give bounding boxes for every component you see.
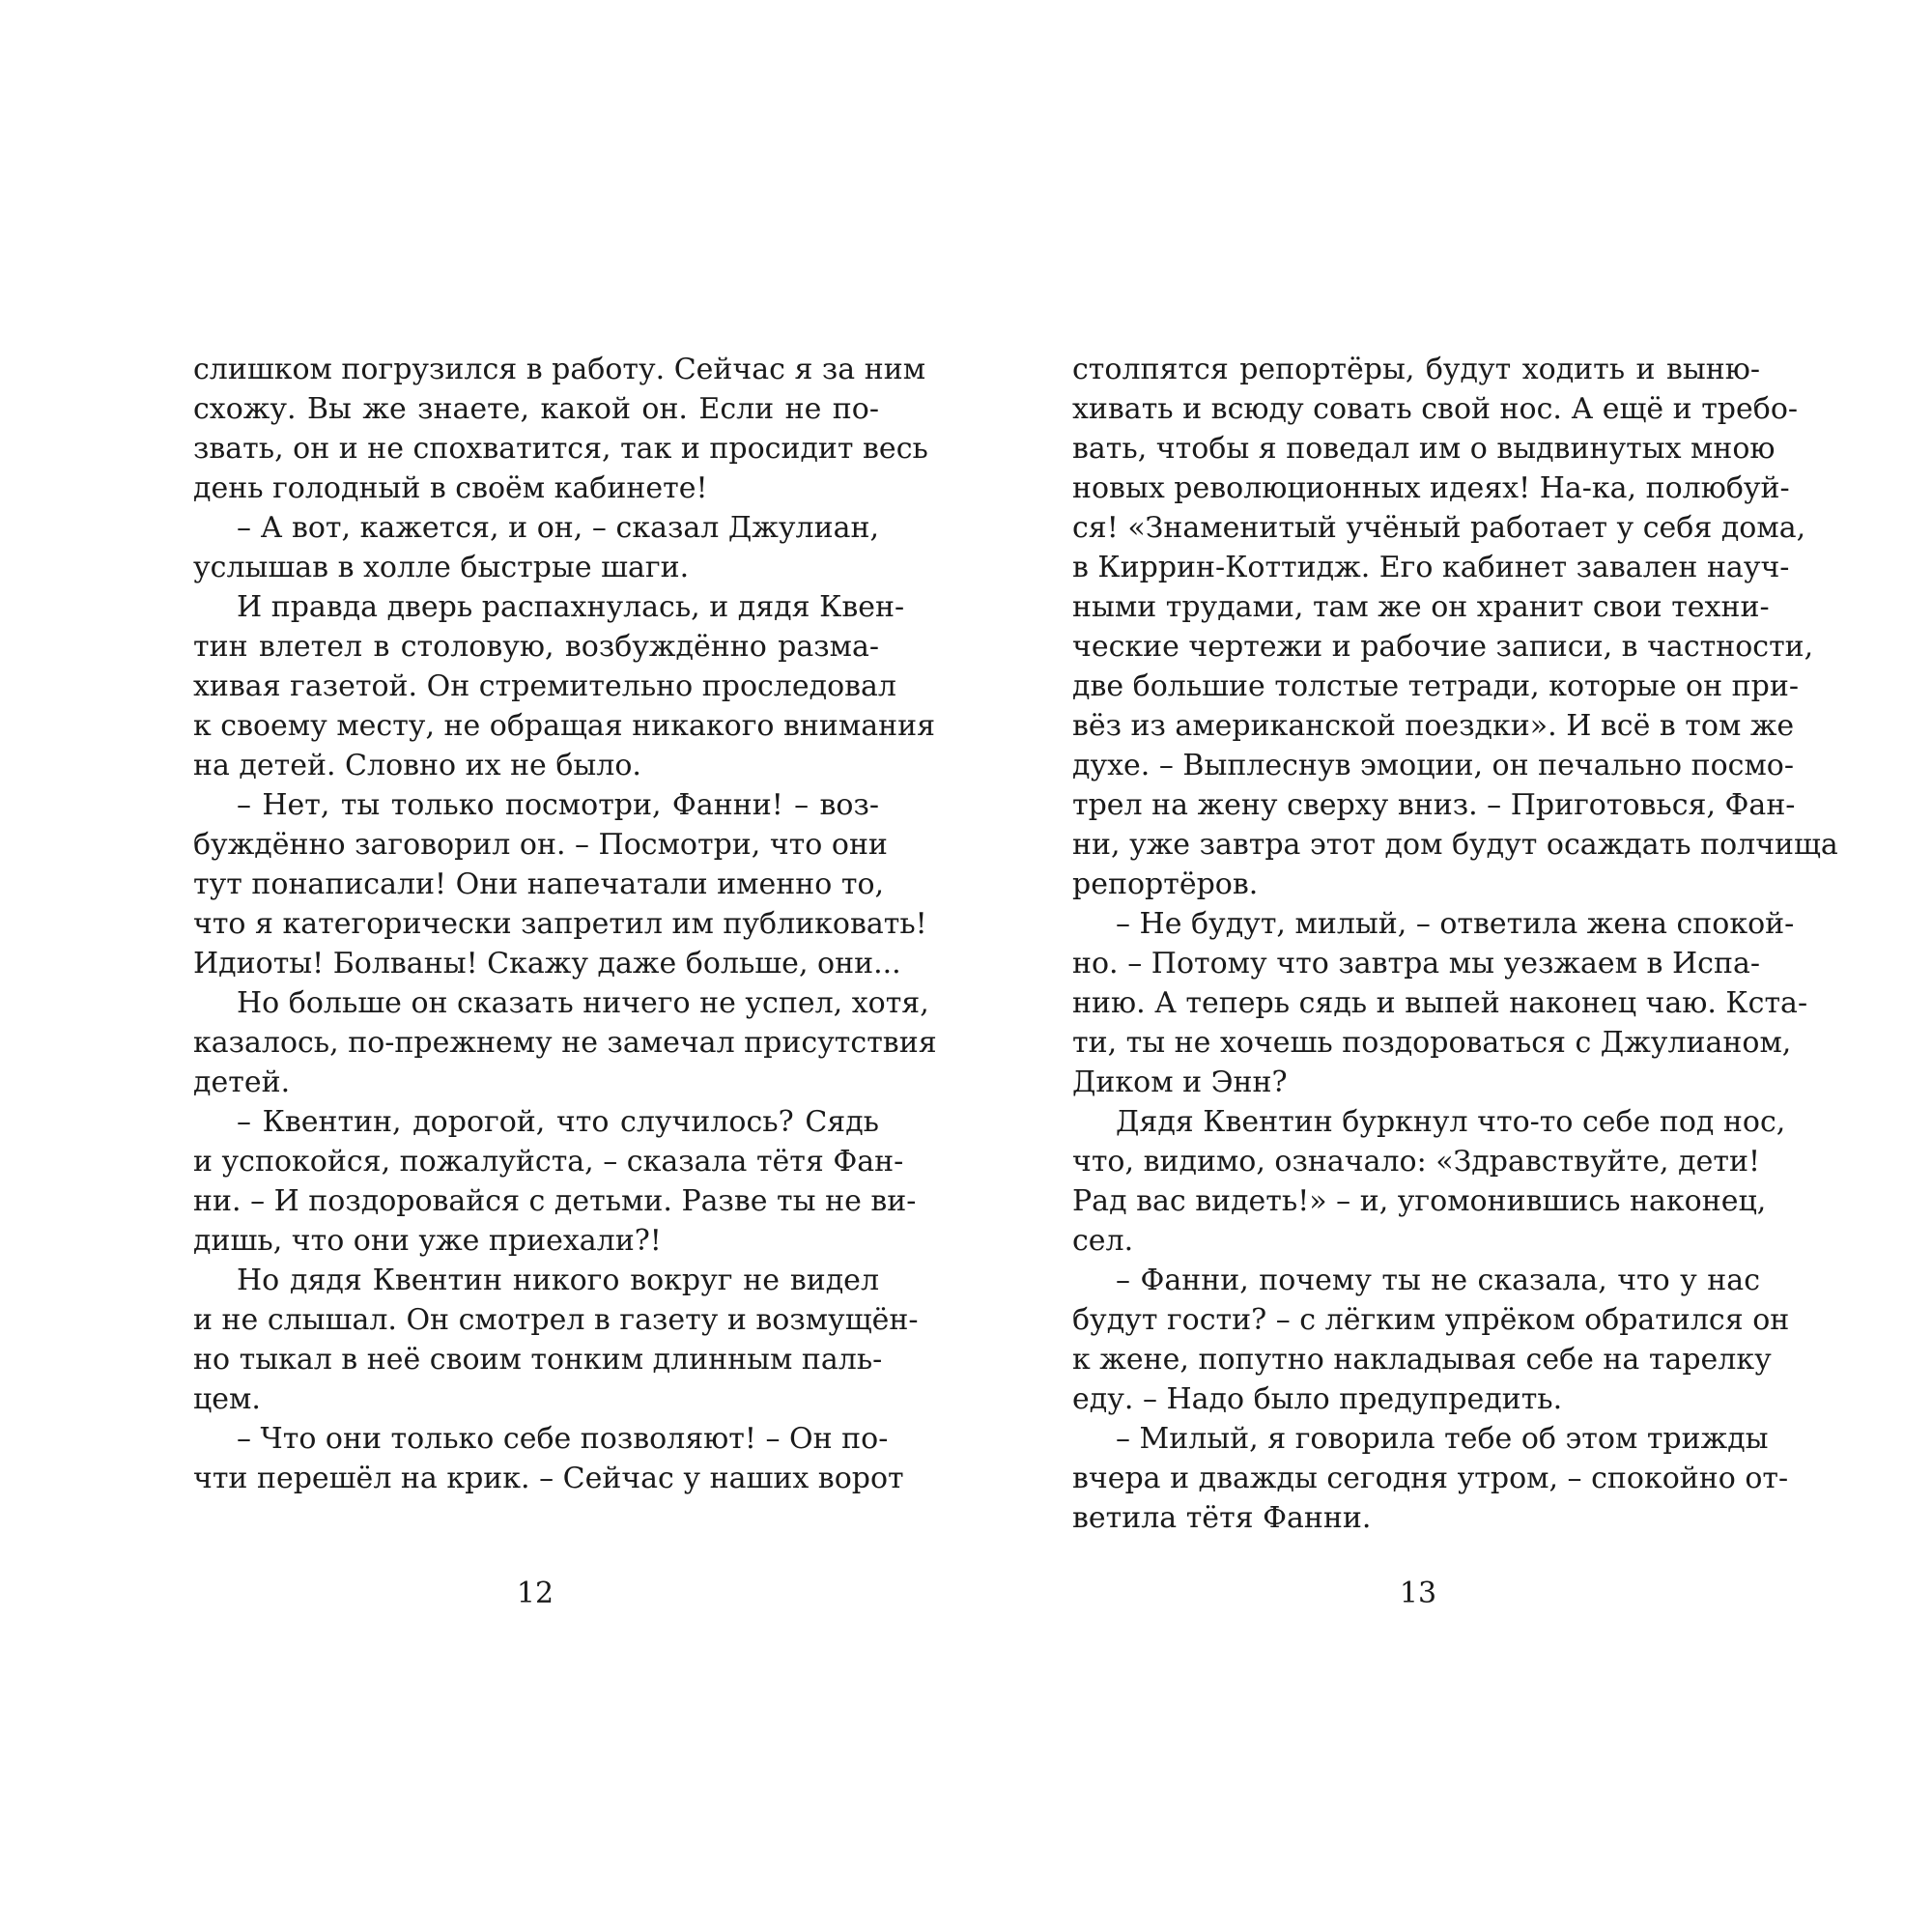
text-line: что я категорически запретил им публиковать!: [193, 907, 927, 941]
text-line: казалось, по-прежнему не замечал присутствия: [193, 1026, 937, 1060]
text-line: и успокойся, пожалуйста, – сказала тётя Фан-: [193, 1145, 904, 1179]
text-line: И правда дверь распахнулась, и дядя Квен-: [237, 590, 905, 624]
page-number-right: 13: [1399, 1577, 1437, 1610]
text-line: Но дядя Квентин никого вокруг не видел: [237, 1264, 879, 1297]
text-line: но тыкал в неё своим тонким длинным паль-: [193, 1343, 883, 1377]
text-line: вать, чтобы я поведал им о выдвинутых мною: [1072, 432, 1776, 466]
text-line: – Не будут, милый, – ответила жена спокой-: [1116, 907, 1795, 941]
text-line: новых революционных идеях! На-ка, полюбуй-: [1072, 471, 1790, 505]
text-line: вчера и дважды сегодня утром, – спокойно от-: [1072, 1462, 1789, 1495]
text-line: хивать и всюду совать свой нос. А ещё и требо-: [1072, 392, 1799, 426]
text-line: будут гости? – с лёгким упрёком обратился он: [1072, 1303, 1790, 1337]
text-line: и не слышал. Он смотрел в газету и возмущён-: [193, 1303, 919, 1337]
right-page: [1072, 350, 1838, 1538]
text-line: к жене, попутно накладывая себе на тарелку: [1072, 1343, 1772, 1377]
text-line: на детей. Словно их не было.: [193, 749, 641, 782]
text-line: Идиоты! Болваны! Скажу даже больше, они...: [193, 947, 901, 980]
text-line: еду. – Надо было предупредить.: [1072, 1382, 1563, 1416]
text-line: слишком погрузился в работу. Сейчас я за ним: [193, 353, 926, 386]
text-line: ветила тётя Фанни.: [1072, 1501, 1372, 1535]
text-line: день голодный в своём кабинете!: [193, 471, 708, 505]
text-line: тут понаписали! Они напечатали именно то,: [193, 867, 885, 901]
text-line: духе. – Выплеснув эмоции, он печально посмо-: [1072, 749, 1794, 782]
text-line: две большие толстые тетради, которые он при-: [1072, 669, 1799, 703]
text-line: в Киррин-Коттидж. Его кабинет завален науч-: [1072, 551, 1790, 584]
text-line: ни. – И поздоровайся с детьми. Разве ты не ви-: [193, 1184, 917, 1218]
text-line: – Милый, я говорила тебе об этом трижды: [1116, 1422, 1769, 1456]
text-line: дишь, что они уже приехали?!: [193, 1224, 662, 1258]
text-line: Рад вас видеть!» – и, угомонившись наконец,: [1072, 1184, 1767, 1218]
text-line: цем.: [193, 1382, 261, 1416]
text-line: схожу. Вы же знаете, какой он. Если не по-: [193, 392, 879, 426]
text-line: репортёров.: [1072, 867, 1259, 901]
page-number-left: 12: [516, 1577, 554, 1610]
text-line: ся! «Знаменитый учёный работает у себя дома,: [1072, 511, 1806, 545]
text-line: Но больше он сказать ничего не успел, хотя,: [237, 986, 929, 1020]
text-line: – Что они только себе позволяют! – Он по-: [237, 1422, 889, 1456]
text-line: ти, ты не хочешь поздороваться с Джулианом,: [1072, 1026, 1792, 1060]
text-line: Диком и Энн?: [1072, 1065, 1288, 1099]
text-line: столпятся репортёры, будут ходить и выню-: [1072, 353, 1760, 386]
text-line: звать, он и не спохватится, так и просидит весь: [193, 432, 928, 466]
text-line: – Нет, ты только посмотри, Фанни! – воз-: [237, 788, 879, 822]
text-line: трел на жену сверху вниз. – Приготовься, Фан-: [1072, 788, 1796, 822]
text-line: нию. А теперь сядь и выпей наконец чаю. Кста-: [1072, 986, 1808, 1020]
text-line: ческие чертежи и рабочие записи, в частности,: [1072, 630, 1814, 664]
text-line: детей.: [193, 1065, 291, 1099]
text-line: но. – Потому что завтра мы уезжаем в Испа-: [1072, 947, 1760, 980]
text-line: ными трудами, там же он хранит свои техни-: [1072, 590, 1770, 624]
text-line: к своему месту, не обращая никакого внимания: [193, 709, 936, 743]
text-line: тин влетел в столовую, возбуждённо разма-: [193, 630, 879, 664]
text-line: хивая газетой. Он стремительно проследовал: [193, 669, 896, 703]
text-line: услышав в холле быстрые шаги.: [193, 551, 690, 584]
left-page: [193, 350, 937, 1498]
text-line: что, видимо, означало: «Здравствуйте, дети!: [1072, 1145, 1760, 1179]
text-line: – А вот, кажется, и он, – сказал Джулиан,: [237, 511, 879, 545]
text-line: – Квентин, дорогой, что случилось? Сядь: [237, 1105, 879, 1139]
text-line: – Фанни, почему ты не сказала, что у нас: [1116, 1264, 1760, 1297]
text-line: Дядя Квентин буркнул что-то себе под нос,: [1116, 1105, 1786, 1139]
text-line: чти перешёл на крик. – Сейчас у наших ворот: [193, 1462, 904, 1495]
text-line: ни, уже завтра этот дом будут осаждать полчища: [1072, 828, 1838, 862]
text-line: сел.: [1072, 1224, 1134, 1258]
text-line: буждённо заговорил он. – Посмотри, что они: [193, 828, 888, 862]
text-line: вёз из американской поездки». И всё в том же: [1072, 709, 1795, 743]
